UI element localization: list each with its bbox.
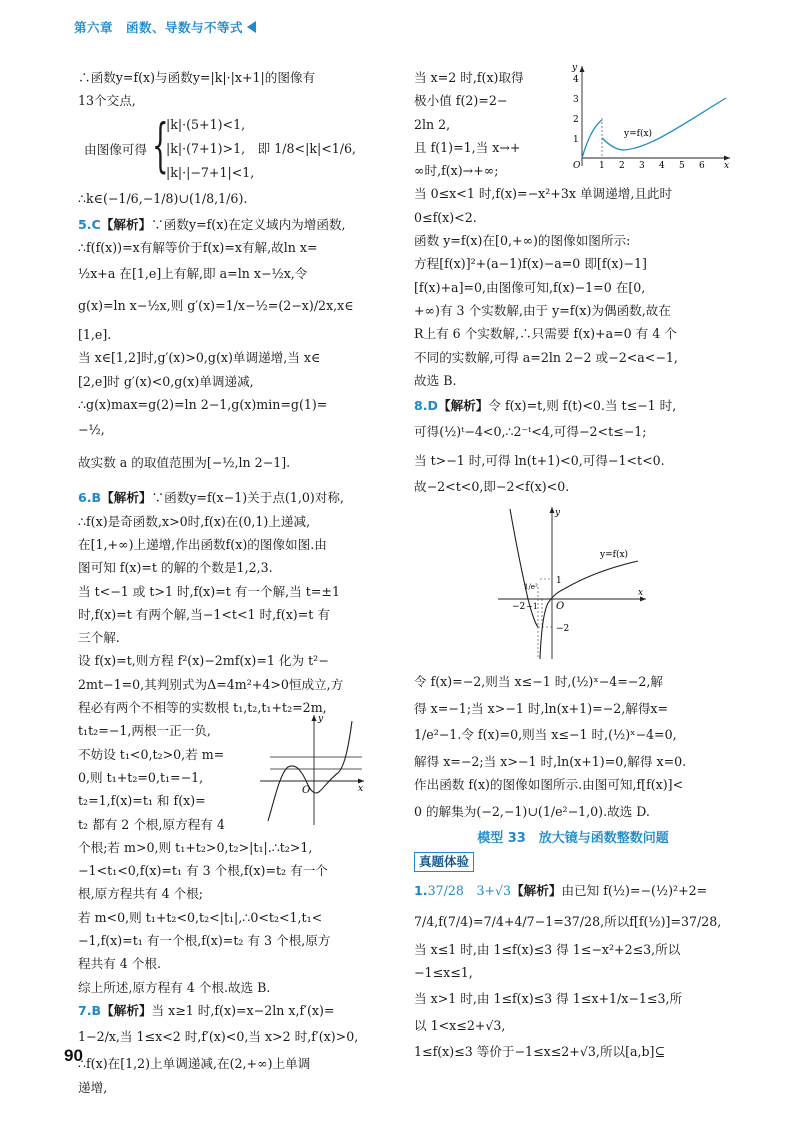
x-axis-label: x xyxy=(638,587,644,598)
text-line: 时,f(x)=t 有两个解,当−1<t<1 时,f(x)=t 有 xyxy=(78,606,330,622)
text-line: −1≤x≤1, xyxy=(414,964,473,980)
text-with-figure xyxy=(78,714,404,835)
text-line: ∵函数y=f(x)在定义域内为增函数, xyxy=(151,216,346,232)
text-line: 令 f(x)=−2,则当 x≤−1 时,(½)ˣ−4=−2,解 xyxy=(414,673,663,689)
figure-7-graph xyxy=(570,62,734,172)
figure-6-graph xyxy=(256,711,368,829)
origin-label: O xyxy=(573,161,581,171)
chapter-header xyxy=(74,18,256,36)
text-line: 当 t>−1 时,可得 ln(t+1)<0,可得−1<t<0. xyxy=(414,453,665,469)
text-line: −1<t₁<0,f(x)=t₁ 有 3 个根,f(x)=t₂ 有一个 xyxy=(78,863,328,879)
text-line: [2,e]时 g′(x)<0,g(x)单调递减, xyxy=(78,373,254,389)
answer-value: 37/28 3+√3 xyxy=(427,882,512,898)
problem-5-line xyxy=(78,213,404,236)
text-line: −1,f(x)=t₁ 有一个根,f(x)=t₂ 有 3 个根,原方 xyxy=(78,933,331,949)
text-line: 程共有 4 个根. xyxy=(78,956,161,972)
curve-label: y=f(x) xyxy=(600,549,629,560)
text-line: 图可知 f(x)=t 的解的个数是1,2,3. xyxy=(78,560,273,576)
analysis-tag: 【解析】 xyxy=(101,1002,152,1018)
text-line: 函数 y=f(x)在[0,+∞)的图像如图所示: xyxy=(414,233,631,249)
text-line: 且 f(1)=1,当 x→+ xyxy=(414,139,521,155)
text-line: 故−2<t<0,即−2<f(x)<0. xyxy=(414,479,570,495)
text-line: 故选 B. xyxy=(414,372,457,388)
text-line: ∴f(x)在[1,2)上单调递减,在(2,+∞)上单调 xyxy=(78,1056,311,1072)
y-ticks xyxy=(573,75,579,145)
brace-icon: { xyxy=(152,110,169,179)
text-line: 当 t<−1 或 t>1 时,f(x)=t 有一个解,当 t=±1 xyxy=(78,583,340,599)
analysis-tag: 【解析】 xyxy=(438,398,489,414)
text-line: 1≤f(x)≤3 等价于−1≤x≤2+√3,所以[a,b]⊆ xyxy=(414,1043,666,1059)
text-line: ∴函数y=f(x)与函数y=|k|·|x+1|的图像有 xyxy=(78,70,316,85)
right-column xyxy=(414,63,732,1066)
text-line: 递增, xyxy=(78,1079,108,1095)
text-line: 0 的解集为(−2,−1)∪(1/e²−1,0).故选 D. xyxy=(414,803,650,819)
text-line: [1,e]. xyxy=(78,327,112,343)
text-line: 方程[f(x)]²+(a−1)f(x)−a=0 即[f(x)−1] xyxy=(414,256,647,272)
question-1-line xyxy=(414,876,732,906)
text-line: 1−2/x,当 1≤x<2 时,f′(x)<0,当 x>2 时,f′(x)>0, xyxy=(78,1029,359,1045)
x-tick-label: 1 xyxy=(599,161,605,171)
problem-number: 8.D xyxy=(414,398,439,414)
text-line: 得 x=−1;当 x>−1 时,ln(x+1)=−2,解得x= xyxy=(414,700,669,716)
x-axis-label: x xyxy=(724,161,730,171)
real-exam-tag: 真题体验 xyxy=(414,852,474,872)
y-axis-label: y xyxy=(572,63,578,73)
x-tick-label: 6 xyxy=(699,161,705,171)
x-tick-label: 4 xyxy=(659,161,665,171)
analysis-tag: 【解析】 xyxy=(100,216,152,232)
text-line: 当 x≤1 时,由 1≤f(x)≤3 得 1≤−x²+2≤3,所以 xyxy=(414,941,681,957)
text-line: 2ln 2, xyxy=(414,116,451,132)
text-line: ∴k∈(−1/6,−1/8)∪(1/8,1/6). xyxy=(78,190,248,206)
analysis-tag: 【解析】 xyxy=(511,882,562,898)
text-line: 由已知 f(½)=−(½)²+2= xyxy=(561,882,708,898)
text-line: 若 m<0,则 t₁+t₂<0,t₂<|t₁|,∴0<t₂<1,t₁< xyxy=(78,909,323,925)
system-row: |k|·(5+1)<1, xyxy=(166,116,246,132)
text-line: 作出函数 f(x)的图像如图所示.由图可知,f[f(x)]< xyxy=(414,777,684,793)
inequality-system xyxy=(78,110,404,185)
text-line: [f(x)+a]=0,由图像可知,f(x)−1=0 在[0, xyxy=(414,279,646,295)
text-line: 令 f(x)=t,则 f(t)<0.当 t≤−1 时, xyxy=(488,398,677,414)
text-line: 13个交点, xyxy=(78,93,136,109)
y-tick-label: 4 xyxy=(573,75,579,85)
text-line: ∴g(x)max=g(2)=ln 2−1,g(x)min=g(1)= xyxy=(78,397,328,413)
x-ticks xyxy=(599,161,705,171)
text-line: 2mt−1=0,其判别式为Δ=4m²+4>0恒成立,方 xyxy=(78,676,344,692)
system-row: |k|·|−7+1|<1, xyxy=(166,164,255,180)
problem-6-line xyxy=(78,486,404,509)
text-line: 不同的实数解,可得 a=2ln 2−2 或−2<a<−1, xyxy=(414,349,678,365)
text-line: t₂=1,f(x)=t₁ 和 f(x)= xyxy=(78,793,206,809)
problem-number: 5.C xyxy=(78,216,101,232)
text-line: 程必有两个不相等的实数根 t₁,t₂,t₁+t₂=2m, xyxy=(78,700,327,716)
text-line: 解得 x=−2;当 x>−1 时,ln(x+1)=0,解得 x=0. xyxy=(414,754,687,770)
text-line: t₂ 都有 2 个根,原方程有 4 xyxy=(78,816,225,832)
text-line: 在[1,+∞)上递增,作出函数f(x)的图像如图.由 xyxy=(78,536,327,552)
text-line: ∞时,f(x)→+∞; xyxy=(414,163,499,179)
text-line: 可得(½)ᵗ−4<0,∴2⁻ᵗ<4,可得−2<t≤−1; xyxy=(414,424,647,440)
label-e2: 1/e² xyxy=(524,582,538,591)
text-line: 不妨设 t₁<0,t₂>0,若 m= xyxy=(78,746,225,762)
x-axis-label: x xyxy=(358,784,364,795)
x-tick-label: 5 xyxy=(679,161,685,171)
page-number: 90 xyxy=(64,1046,83,1065)
origin-label: O xyxy=(302,785,311,797)
text-line: ∴f(x)是奇函数,x>0时,f(x)在(0,1)上递减, xyxy=(78,513,311,529)
figure-8-graph xyxy=(496,503,652,663)
analysis-tag: 【解析】 xyxy=(101,490,152,506)
system-prefix: 由图像可得 xyxy=(84,141,147,157)
chapter-title: 第六章 函数、导数与不等式 xyxy=(74,20,244,35)
text-line: 当 x>1 时,由 1≤f(x)≤3 得 1≤x+1/x−1≤3,所 xyxy=(414,991,683,1007)
y-axis-label: y xyxy=(555,507,561,518)
curve-label: y=f(x) xyxy=(624,129,653,139)
question-number: 1. xyxy=(414,882,428,898)
problem-7-line xyxy=(78,999,404,1022)
y-axis-label: y xyxy=(318,714,324,725)
model-section-title: 模型 33 放大镜与函数整数问题 xyxy=(477,830,669,846)
text-line: −½, xyxy=(78,422,105,438)
origin-label: O xyxy=(556,600,565,612)
system-row: |k|·(7+1)>1, 即 1/8<|k|<1/6, xyxy=(166,140,357,156)
y-tick-label: 1 xyxy=(573,135,579,145)
text-line: ∵函数y=f(x−1)关于点(1,0)对称, xyxy=(151,490,344,506)
x-tick-label: 2 xyxy=(619,161,625,171)
problem-number: 7.B xyxy=(78,1002,102,1018)
text-line: 根,原方程共有 4 个根; xyxy=(78,886,204,902)
text-line: 1/e²−1.令 f(x)=0,则当 x≤−1 时,(½)ˣ−4=0, xyxy=(414,727,677,743)
y-tick-label: 2 xyxy=(573,115,579,125)
text-line: +∞)有 3 个实数解,由于 y=f(x)为偶函数,故在 xyxy=(414,302,671,318)
text-line: 当 0≤x<1 时,f(x)=−x²+3x 单调递增,且此时 xyxy=(414,186,673,202)
text-line: 0≤f(x)<2. xyxy=(414,209,477,225)
label-1: 1 xyxy=(556,575,562,586)
text-line: 设 f(x)=t,则方程 f²(x)−2mf(x)=1 化为 t²− xyxy=(78,653,329,669)
problem-number: 6.B xyxy=(78,490,102,506)
text-line: ½x+a 在[1,e]上有解,即 a=ln x−½x,令 xyxy=(78,266,308,282)
text-line: 当 x=2 时,f(x)取得 xyxy=(414,70,524,85)
text-line: 当 x≥1 时,f(x)=x−2ln x,f′(x)= xyxy=(151,1002,335,1018)
left-column xyxy=(78,66,404,1099)
text-line: t₁t₂=−1,两根一正一负, xyxy=(78,723,211,739)
problem-8-line xyxy=(414,394,732,417)
triangle-marker-icon xyxy=(247,21,256,33)
text-line: ∴f(f(x))=x有解等价于f(x)=x有解,故ln x= xyxy=(78,239,318,255)
text-line: 三个解. xyxy=(78,630,120,646)
text-line: 0,则 t₁+t₂=0,t₁=−1, xyxy=(78,769,204,785)
text-line: 综上所述,原方程有 4 个根.故选 B. xyxy=(78,979,271,995)
label-neg1-x: −1 xyxy=(526,601,538,611)
text-line: g(x)=ln x−½x,则 g′(x)=1/x−½=(2−x)/2x,x∈ xyxy=(78,298,354,314)
label-neg2-y: −2 xyxy=(556,623,570,634)
text-line: 极小值 f(2)=2− xyxy=(414,93,508,109)
text-line: R上有 6 个实数解,∴只需要 f(x)+a=0 有 4 个 xyxy=(414,326,677,342)
text-line: 以 1<x≤2+√3, xyxy=(414,1018,506,1034)
label-neg2-x: −2 xyxy=(512,601,526,612)
x-tick-label: 3 xyxy=(639,161,645,171)
text-line: 故实数 a 的取值范围为[−½,ln 2−1]. xyxy=(78,455,291,471)
y-tick-label: 3 xyxy=(573,95,579,105)
text-line: 个根;若 m>0,则 t₁+t₂>0,t₂>|t₁|.∴t₂>1, xyxy=(78,839,313,855)
text-line: 7/4,f(7/4)=7/4+4/7−1=37/28,所以f[f(½)]=37/28, xyxy=(414,913,722,929)
text-with-figure xyxy=(414,63,732,182)
text-line: 当 x∈[1,2]时,g′(x)>0,g(x)单调递增,当 x∈ xyxy=(78,350,321,366)
